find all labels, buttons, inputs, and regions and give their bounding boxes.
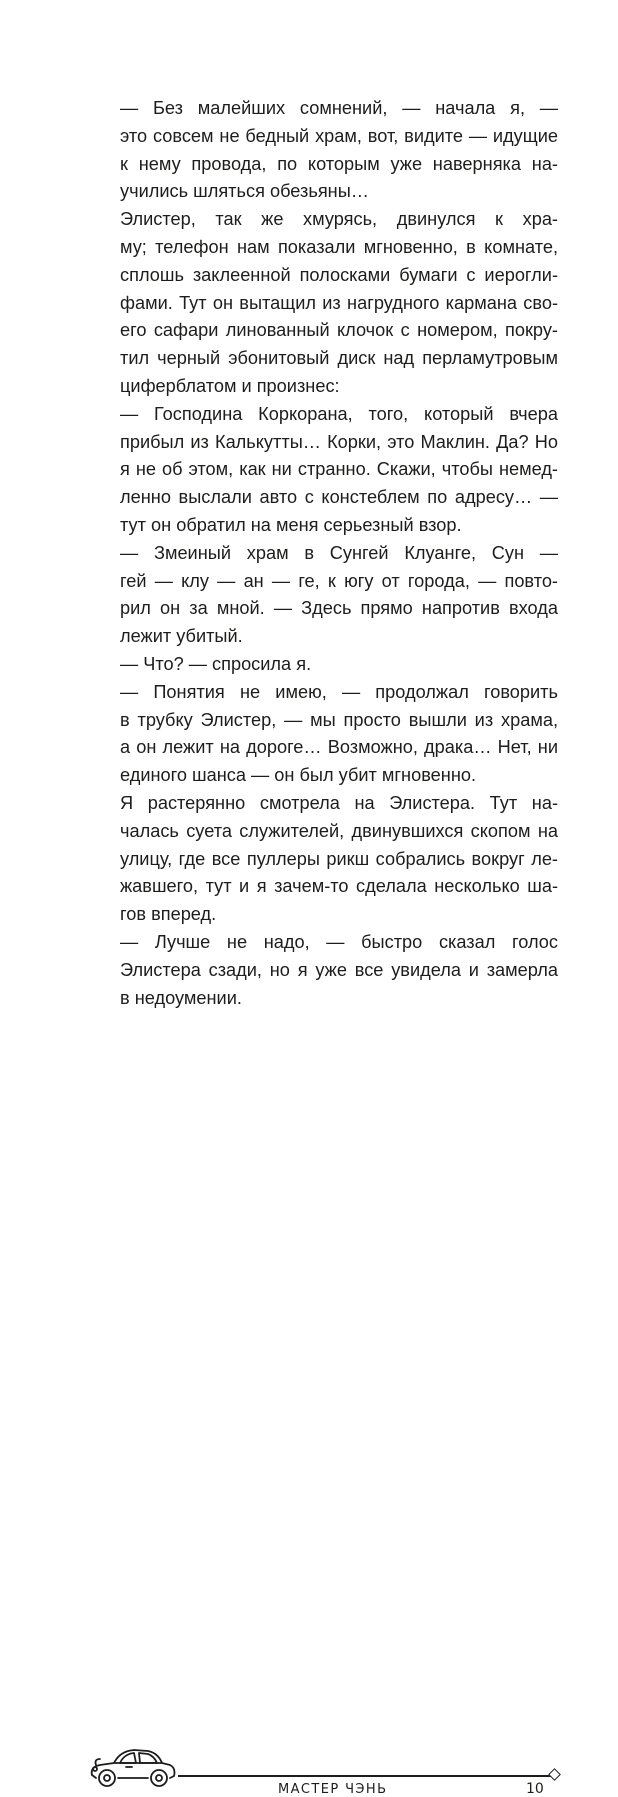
text-line: — Что? — спросила я. xyxy=(120,653,312,674)
text-line: — Без малейших сомнений, — начала я, — xyxy=(120,98,558,118)
text-line: ленно выслали авто с констеблем по адресу… — xyxy=(120,487,558,508)
text-line: чалась суета служителей, двинувшихся скопом на xyxy=(120,820,558,841)
text-line: фами. Тут он вытащил из нагрудного кармана сво- xyxy=(120,292,558,313)
vintage-car-icon xyxy=(86,1745,178,1791)
text-line: му; телефон нам показали мгновенно, в комнате, xyxy=(120,236,558,257)
text-line: рил он за мной. — Здесь прямо напротив входа xyxy=(120,598,558,619)
text-line: гов вперед. xyxy=(120,904,217,925)
text-line: учились шляться обезьяны… xyxy=(120,181,369,202)
text-line: жавшего, тут и я зачем-то сделала несколько ша- xyxy=(120,876,558,897)
text-line: тил черный эбонитовый диск над перламутровым xyxy=(120,348,558,369)
text-line: — Господина Коркорана, того, который вчера xyxy=(120,403,558,424)
text-line: улицу, где все пуллеры рикш собрались вокруг ле- xyxy=(120,848,558,869)
paragraph xyxy=(82,206,558,401)
text-line: сплошь заклеенной полосками бумаги с иерогли- xyxy=(120,264,558,285)
footer-rule xyxy=(178,1775,552,1777)
text-line: это совсем не бедный храм, вот, видите — идущие xyxy=(120,125,558,146)
text-line: в трубку Элистер, — мы просто вышли из храма, xyxy=(120,709,558,730)
text-line: лежит убитый. xyxy=(120,626,243,647)
text-line: его сафари линованный клочок с номером, покру- xyxy=(120,320,558,341)
text-line: прибыл из Калькутты… Корки, это Маклин. Да? Но xyxy=(120,431,558,452)
diamond-ornament-icon xyxy=(548,1768,561,1781)
text-line: гей — клу — ан — ге, к югу от города, — повто- xyxy=(120,570,558,591)
paragraph xyxy=(82,401,558,540)
text-line: к нему провода, по которым уже наверняка на- xyxy=(120,153,558,174)
text-line: циферблатом и произнес: xyxy=(120,375,340,396)
running-title: МАСТЕР ЧЭНЬ xyxy=(278,1782,388,1797)
text-line: единого шанса — он был убит мгновенно. xyxy=(120,765,477,786)
paragraph xyxy=(82,679,558,790)
page-number: 10 xyxy=(526,1781,544,1797)
paragraph xyxy=(82,95,558,206)
text-line: Я растерянно смотрела на Элистера. Тут на- xyxy=(120,792,558,813)
text-line: — Лучше не надо, — быстро сказал голос xyxy=(120,931,558,952)
text-line: в недоумении. xyxy=(120,987,242,1008)
text-line: Элистера сзади, но я уже все увидела и замерла xyxy=(120,959,558,980)
text-line: — Змеиный храм в Сунгей Клуанге, Сун — xyxy=(120,542,558,563)
text-line: а он лежит на дороге… Возможно, драка… Нет, ни xyxy=(120,737,558,758)
paragraph xyxy=(82,540,558,651)
text-line: Элистер, так же хмурясь, двинулся к хра- xyxy=(120,209,558,230)
text-line: тут он обратил на меня серьезный взор. xyxy=(120,514,462,535)
text-line: — Понятия не имею, — продолжал говорить xyxy=(120,681,558,702)
paragraph xyxy=(82,651,558,679)
text-line: я не об этом, как ни странно. Скажи, чтобы немед- xyxy=(120,459,558,480)
